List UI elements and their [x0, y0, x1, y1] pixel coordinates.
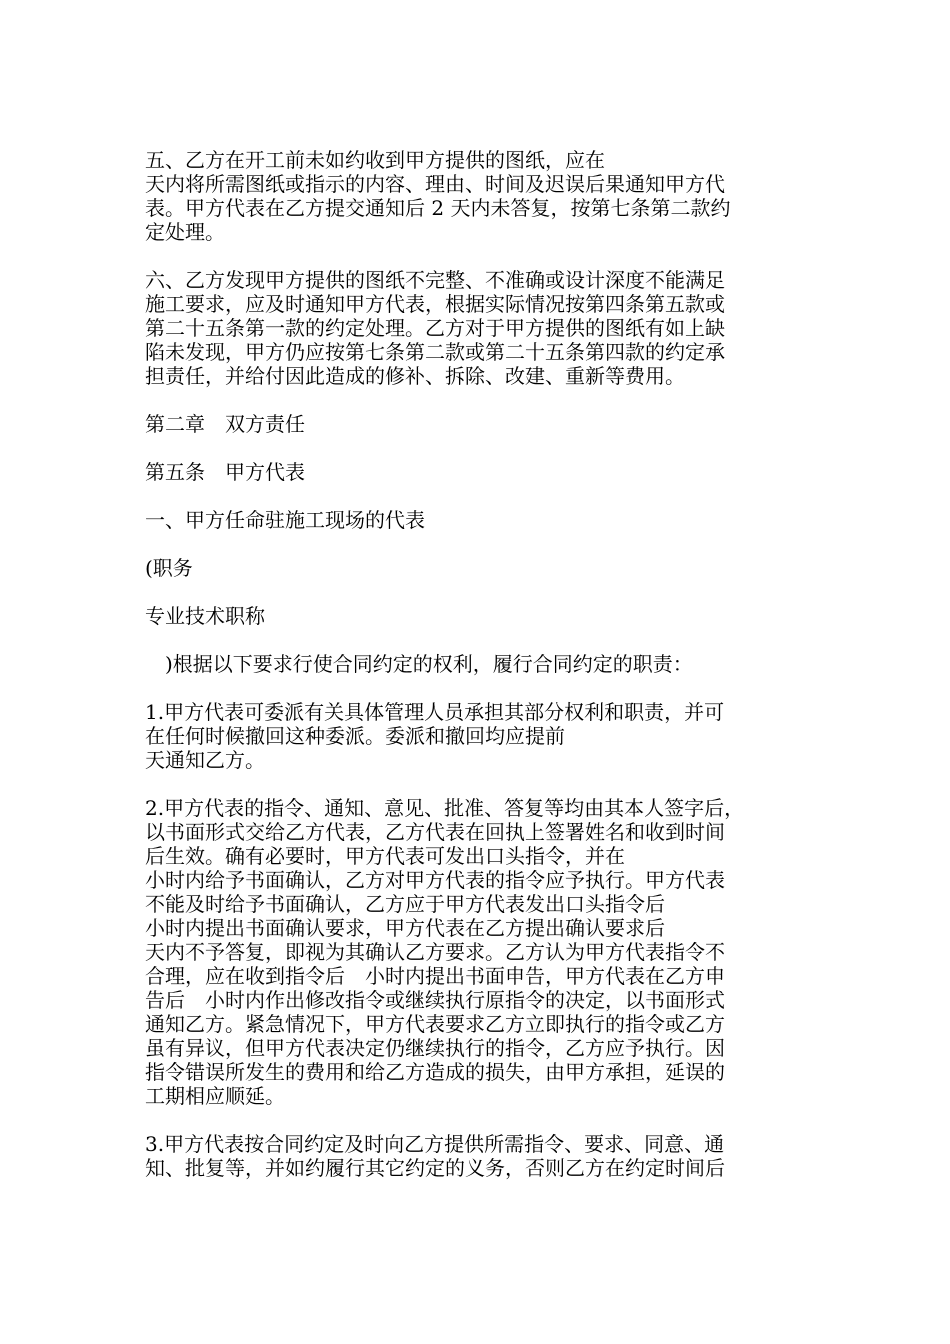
- text-line: 通知乙方。紧急情况下，甲方代表要求乙方立即执行的指令或乙方: [145, 1012, 725, 1036]
- text-line: 小时内给予书面确认，乙方对甲方代表的指令应予执行。甲方代表: [145, 868, 725, 892]
- text-line: 以书面形式交给乙方代表，乙方代表在回执上签署姓名和收到时间: [145, 820, 725, 844]
- paragraph-chapter2: [145, 412, 835, 436]
- text-line: 2.甲方代表的指令、通知、意见、批准、答复等均由其本人签字后，: [145, 796, 745, 820]
- text-line: 施工要求，应及时通知甲方代表，根据实际情况按第四条第五款或: [145, 292, 725, 316]
- paragraph-p6: [145, 268, 835, 388]
- paragraph-item1: [145, 508, 835, 532]
- paragraph-according: [145, 652, 835, 676]
- paragraph-position: [145, 556, 835, 580]
- text-line: 3.甲方代表按合同约定及时向乙方提供所需指令、要求、同意、通: [145, 1132, 725, 1156]
- text-line: )根据以下要求行使合同约定的权利，履行合同约定的职责：: [145, 652, 693, 676]
- text-line: 后生效。确有必要时，甲方代表可发出口头指令，并在: [145, 844, 625, 868]
- text-line: 天通知乙方。: [145, 748, 265, 772]
- text-line: 第五条 甲方代表: [145, 460, 305, 484]
- text-line: 表。甲方代表在乙方提交通知后 2 天内未答复，按第七条第二款约: [145, 196, 731, 220]
- text-line: 在任何时候撤回这种委派。委派和撤回均应提前: [145, 724, 565, 748]
- paragraph-n2: [145, 796, 835, 1108]
- text-line: 担责任，并给付因此造成的修补、拆除、改建、重新等费用。: [145, 364, 685, 388]
- text-line: 一、甲方任命驻施工现场的代表: [145, 508, 425, 532]
- text-line: 不能及时给予书面确认，乙方应于甲方代表发出口头指令后: [145, 892, 665, 916]
- paragraph-article5: [145, 460, 835, 484]
- text-line: 小时内提出书面确认要求，甲方代表在乙方提出确认要求后: [145, 916, 665, 940]
- text-line: 第二章 双方责任: [145, 412, 305, 436]
- text-line: (职务: [145, 556, 193, 580]
- paragraph-title: [145, 604, 835, 628]
- text-line: 虽有异议，但甲方代表决定仍继续执行的指令，乙方应予执行。因: [145, 1036, 725, 1060]
- text-line: 合理，应在收到指令后 小时内提出书面申告，甲方代表在乙方申: [145, 964, 725, 988]
- document-page: [145, 148, 835, 1204]
- text-line: 知、批复等，并如约履行其它约定的义务，否则乙方在约定时间后: [145, 1156, 725, 1180]
- text-line: 五、乙方在开工前未如约收到甲方提供的图纸，应在: [145, 148, 605, 172]
- text-line: 第二十五条第一款的约定处理。乙方对于甲方提供的图纸有如上缺: [145, 316, 725, 340]
- text-line: 专业技术职称: [145, 604, 265, 628]
- text-line: 六、乙方发现甲方提供的图纸不完整、不准确或设计深度不能满足: [145, 268, 725, 292]
- text-line: 告后 小时内作出修改指令或继续执行原指令的决定，以书面形式: [145, 988, 725, 1012]
- text-line: 1.甲方代表可委派有关具体管理人员承担其部分权利和职责，并可: [145, 700, 725, 724]
- paragraph-n1: [145, 700, 835, 772]
- paragraph-p5: [145, 148, 835, 244]
- text-line: 定处理。: [145, 220, 225, 244]
- text-line: 天内将所需图纸或指示的内容、理由、时间及迟误后果通知甲方代: [145, 172, 725, 196]
- text-line: 天内不予答复，即视为其确认乙方要求。乙方认为甲方代表指令不: [145, 940, 725, 964]
- paragraph-n3: [145, 1132, 835, 1180]
- text-line: 指令错误所发生的费用和给乙方造成的损失，由甲方承担，延误的: [145, 1060, 725, 1084]
- text-line: 工期相应顺延。: [145, 1084, 285, 1108]
- text-line: 陷未发现，甲方仍应按第七条第二款或第二十五条第四款的约定承: [145, 340, 725, 364]
